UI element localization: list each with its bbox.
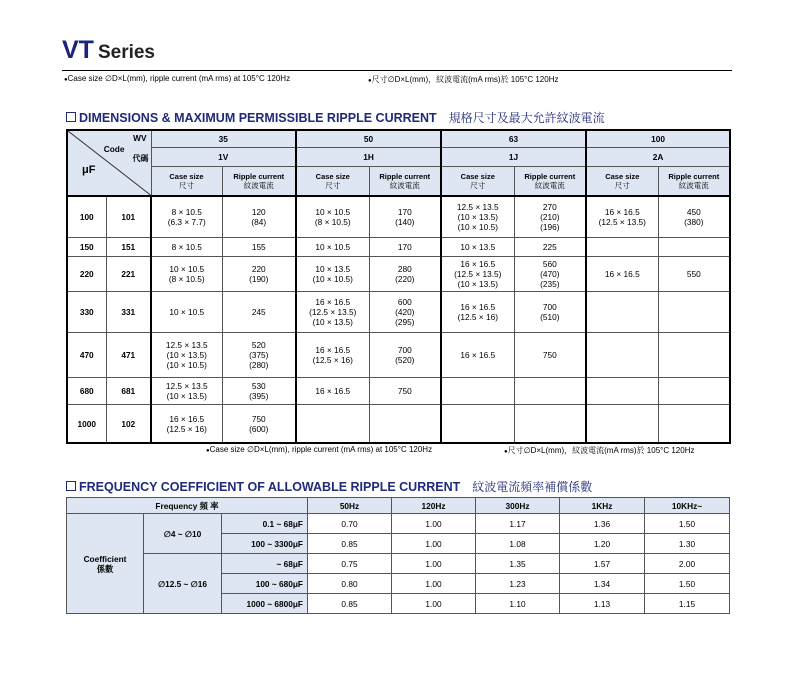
case-size-cell: [586, 238, 658, 257]
code-cell: 221: [106, 257, 151, 292]
page-title: [62, 36, 155, 65]
coefficient-value: 1.10: [476, 594, 560, 614]
ripple-current-cell: 120 (84): [222, 196, 296, 238]
coefficient-value: 0.80: [308, 574, 392, 594]
case-size-cell: 12.5 × 13.5 (10 × 13.5) (10 × 10.5): [441, 196, 514, 238]
coefficient-value: 1.36: [560, 514, 645, 534]
case-size-label-zh: 尺寸: [614, 181, 630, 190]
ripple-current-cell: [658, 292, 730, 333]
frequency-10KHz~: 10KHz~: [645, 498, 730, 514]
code-cell: 681: [106, 378, 151, 405]
ripple-current-label: Ripple current: [233, 172, 285, 181]
dimensions-title-zh: 規格尺寸及最大允許紋波電流: [448, 111, 605, 125]
capacitance-cell: 330: [67, 292, 106, 333]
coefficient-value: 1.30: [645, 534, 730, 554]
case-size-cell: 12.5 × 13.5 (10 × 13.5) (10 × 10.5): [151, 333, 222, 378]
ripple-current-cell: [514, 378, 586, 405]
ripple-current-label-zh: 紋波電流: [678, 181, 709, 190]
corner-wv: WV: [133, 133, 147, 143]
coefficient-value: 1.17: [476, 514, 560, 534]
top-note: [64, 74, 290, 83]
header-row-sub: [67, 167, 730, 197]
ripple-current-label: Ripple current: [379, 172, 431, 181]
frequency-1KHz: 1KHz: [560, 498, 645, 514]
code-1J: 1J: [441, 148, 586, 167]
coefficient-value: 1.00: [392, 534, 476, 554]
wv-50: 50: [296, 130, 441, 148]
case-size-cell: 10 × 10.5: [151, 292, 222, 333]
bullet-icon: ●: [64, 77, 68, 83]
case-size-cell: 16 × 16.5: [296, 378, 369, 405]
frequency-50Hz: 50Hz: [308, 498, 392, 514]
ripple-current-cell: 750 (600): [222, 405, 296, 444]
bullet-icon: ●: [206, 448, 210, 454]
capacitance-cell: 150: [67, 238, 106, 257]
case-size-cell: [586, 405, 658, 444]
table-row: [67, 238, 730, 257]
ripple-current-cell: [658, 405, 730, 444]
case-size-cell: 10 × 10.5 (8 × 10.5): [296, 196, 369, 238]
ripple-current-cell: 245: [222, 292, 296, 333]
case-size-cell: 16 × 16.5 (12.5 × 13.5) (10 × 13.5): [296, 292, 369, 333]
table-row: [67, 257, 730, 292]
capacitance-range-cell: ~ 68μF: [222, 554, 308, 574]
case-size-header: [586, 167, 658, 197]
capacitance-range-cell: 100 ~ 3300μF: [222, 534, 308, 554]
note-en-bottom: Case size ∅D×L(mm), ripple current (mA rms) at 105°C 120Hz: [209, 445, 433, 454]
diameter-range-cell: ∅4 ~ ∅10: [144, 514, 222, 554]
case-size-cell: [441, 405, 514, 444]
table-row: [67, 196, 730, 238]
wv-63: 63: [441, 130, 586, 148]
coefficient-value: 1.23: [476, 574, 560, 594]
ripple-current-label-zh: 紋波電流: [389, 181, 420, 190]
ripple-current-label-zh: 紋波電流: [534, 181, 565, 190]
ripple-current-cell: 560 (470) (235): [514, 257, 586, 292]
capacitance-cell: 680: [67, 378, 106, 405]
case-size-cell: 8 × 10.5: [151, 238, 222, 257]
frequency-header-row: [67, 498, 730, 514]
capacitance-cell: 220: [67, 257, 106, 292]
diameter-range-cell: ∅12.5 ~ ∅16: [144, 554, 222, 614]
series-brand: VT: [62, 36, 94, 64]
header-row-wv: [67, 130, 730, 148]
capacitance-cell: 470: [67, 333, 106, 378]
ripple-current-cell: 600 (420) (295): [369, 292, 441, 333]
case-size-cell: 10 × 13.5: [441, 238, 514, 257]
ripple-current-cell: 155: [222, 238, 296, 257]
coefficient-label-cell: [67, 514, 144, 614]
coefficient-value: 0.70: [308, 514, 392, 534]
top-note-zh: [368, 74, 558, 85]
coefficient-label: Coefficient: [83, 553, 127, 564]
coefficient-value: 1.15: [645, 594, 730, 614]
case-size-cell: 16 × 16.5 (12.5 × 16): [151, 405, 222, 444]
case-size-cell: 12.5 × 13.5 (10 × 13.5): [151, 378, 222, 405]
table-row: [67, 378, 730, 405]
code-cell: 102: [106, 405, 151, 444]
capacitance-cell: 1000: [67, 405, 106, 444]
frequency-section-title: [66, 478, 592, 495]
ripple-current-cell: 750: [369, 378, 441, 405]
case-size-cell: [296, 405, 369, 444]
dimensions-table: [66, 129, 731, 444]
ripple-current-cell: 170 (140): [369, 196, 441, 238]
ripple-current-header: [369, 167, 441, 197]
ripple-current-cell: 280 (220): [369, 257, 441, 292]
ripple-current-label: Ripple current: [524, 172, 576, 181]
case-size-cell: [586, 292, 658, 333]
case-size-label: Case size: [605, 172, 640, 181]
ripple-current-cell: 270 (210) (196): [514, 196, 586, 238]
coefficient-row: [67, 554, 730, 574]
code-cell: 151: [106, 238, 151, 257]
corner-uf: μF: [82, 164, 96, 176]
case-size-header: [151, 167, 222, 197]
corner-code-zh: 代碼: [132, 154, 149, 163]
frequency-300Hz: 300Hz: [476, 498, 560, 514]
ripple-current-cell: 530 (395): [222, 378, 296, 405]
case-size-cell: 16 × 16.5 (12.5 × 16): [441, 292, 514, 333]
ripple-current-cell: [658, 333, 730, 378]
coefficient-value: 1.50: [645, 514, 730, 534]
case-size-header: [441, 167, 514, 197]
note-en: Case size ∅D×L(mm), ripple current (mA rms) at 105°C 120Hz: [67, 74, 291, 83]
case-size-label-zh: 尺寸: [179, 181, 194, 190]
code-1H: 1H: [296, 148, 441, 167]
coefficient-value: 0.85: [308, 594, 392, 614]
coefficient-value: 1.50: [645, 574, 730, 594]
capacitance-range-cell: 1000 ~ 6800μF: [222, 594, 308, 614]
frequency-120Hz: 120Hz: [392, 498, 476, 514]
dimensions-section-title: [66, 109, 605, 126]
ripple-current-cell: 220 (190): [222, 257, 296, 292]
bullet-icon: ●: [368, 78, 372, 84]
ripple-current-label: Ripple current: [668, 172, 720, 181]
frequency-table: [66, 497, 730, 614]
series-label: Series: [97, 42, 155, 63]
capacitance-range-cell: 0.1 ~ 68μF: [222, 514, 308, 534]
coefficient-value: 1.00: [392, 574, 476, 594]
checkbox-square-icon: [66, 112, 76, 122]
ripple-current-cell: [658, 378, 730, 405]
code-cell: 101: [106, 196, 151, 238]
ripple-current-cell: 750: [514, 333, 586, 378]
bottom-note: [206, 445, 432, 454]
case-size-label-zh: 尺寸: [325, 181, 341, 190]
frequency-title-zh: 紋波電流頻率補償係數: [472, 480, 593, 494]
bullet-icon: ●: [504, 449, 508, 455]
capacitance-cell: 100: [67, 196, 106, 238]
code-1V: 1V: [151, 148, 296, 167]
coefficient-value: 2.00: [645, 554, 730, 574]
dimensions-title-en: DIMENSIONS & MAXIMUM PERMISSIBLE RIPPLE CURRENT: [79, 111, 437, 125]
case-size-header: [296, 167, 369, 197]
title-divider: [62, 70, 732, 71]
ripple-current-cell: 170: [369, 238, 441, 257]
coefficient-value: 1.08: [476, 534, 560, 554]
ripple-current-header: [222, 167, 296, 197]
note-zh-bottom: 尺寸∅D×L(mm)，紋波電流(mA rms)於 105°C 120Hz: [507, 446, 695, 455]
case-size-cell: [586, 378, 658, 405]
ripple-current-header: [658, 167, 730, 197]
case-size-cell: 10 × 13.5 (10 × 10.5): [296, 257, 369, 292]
ripple-current-cell: [369, 405, 441, 444]
ripple-current-cell: [658, 238, 730, 257]
header-row-code: [67, 148, 730, 167]
ripple-current-header: [514, 167, 586, 197]
note-zh: 尺寸∅D×L(mm)，紋波電流(mA rms)於 105°C 120Hz: [371, 75, 559, 84]
coefficient-row: [67, 514, 730, 534]
bottom-note-zh: [504, 445, 694, 456]
coefficient-value: 1.57: [560, 554, 645, 574]
case-size-label: Case size: [460, 172, 495, 181]
table-row: [67, 292, 730, 333]
code-cell: 471: [106, 333, 151, 378]
coefficient-value: 1.34: [560, 574, 645, 594]
ripple-current-cell: 700 (520): [369, 333, 441, 378]
ripple-current-label-zh: 紋波電流: [243, 181, 274, 190]
wv-100: 100: [586, 130, 730, 148]
case-size-cell: 8 × 10.5 (6.3 × 7.7): [151, 196, 222, 238]
ripple-current-cell: 450 (380): [658, 196, 730, 238]
coefficient-value: 1.00: [392, 514, 476, 534]
frequency-title-en: FREQUENCY COEFFICIENT OF ALLOWABLE RIPPLE CURRENT: [79, 480, 461, 494]
code-2A: 2A: [586, 148, 730, 167]
checkbox-square-icon: [66, 481, 76, 491]
ripple-current-cell: [514, 405, 586, 444]
case-size-cell: 16 × 16.5 (12.5 × 13.5): [586, 196, 658, 238]
coefficient-value: 1.20: [560, 534, 645, 554]
table-row: [67, 333, 730, 378]
ripple-current-cell: 550: [658, 257, 730, 292]
ripple-current-cell: 700 (510): [514, 292, 586, 333]
ripple-current-cell: 520 (375) (280): [222, 333, 296, 378]
case-size-cell: 16 × 16.5: [586, 257, 658, 292]
coefficient-value: 1.00: [392, 594, 476, 614]
coefficient-value: 1.35: [476, 554, 560, 574]
coefficient-value: 0.75: [308, 554, 392, 574]
wv-35: 35: [151, 130, 296, 148]
frequency-label: Frequency 頻 率: [67, 498, 308, 514]
corner-code: Code: [103, 144, 125, 154]
corner-cell: [67, 130, 151, 196]
case-size-cell: 16 × 16.5: [441, 333, 514, 378]
case-size-cell: 16 × 16.5 (12.5 × 13.5) (10 × 13.5): [441, 257, 514, 292]
case-size-label: Case size: [315, 172, 350, 181]
code-cell: 331: [106, 292, 151, 333]
coefficient-value: 1.13: [560, 594, 645, 614]
capacitance-range-cell: 100 ~ 680μF: [222, 574, 308, 594]
table-row: [67, 405, 730, 444]
coefficient-label-zh: 係數: [96, 563, 114, 574]
coefficient-value: 1.00: [392, 554, 476, 574]
case-size-cell: 10 × 10.5: [296, 238, 369, 257]
case-size-label-zh: 尺寸: [470, 181, 486, 190]
coefficient-value: 0.85: [308, 534, 392, 554]
case-size-cell: [441, 378, 514, 405]
case-size-cell: 16 × 16.5 (12.5 × 16): [296, 333, 369, 378]
case-size-cell: 10 × 10.5 (8 × 10.5): [151, 257, 222, 292]
ripple-current-cell: 225: [514, 238, 586, 257]
case-size-cell: [586, 333, 658, 378]
case-size-label: Case size: [169, 172, 204, 181]
